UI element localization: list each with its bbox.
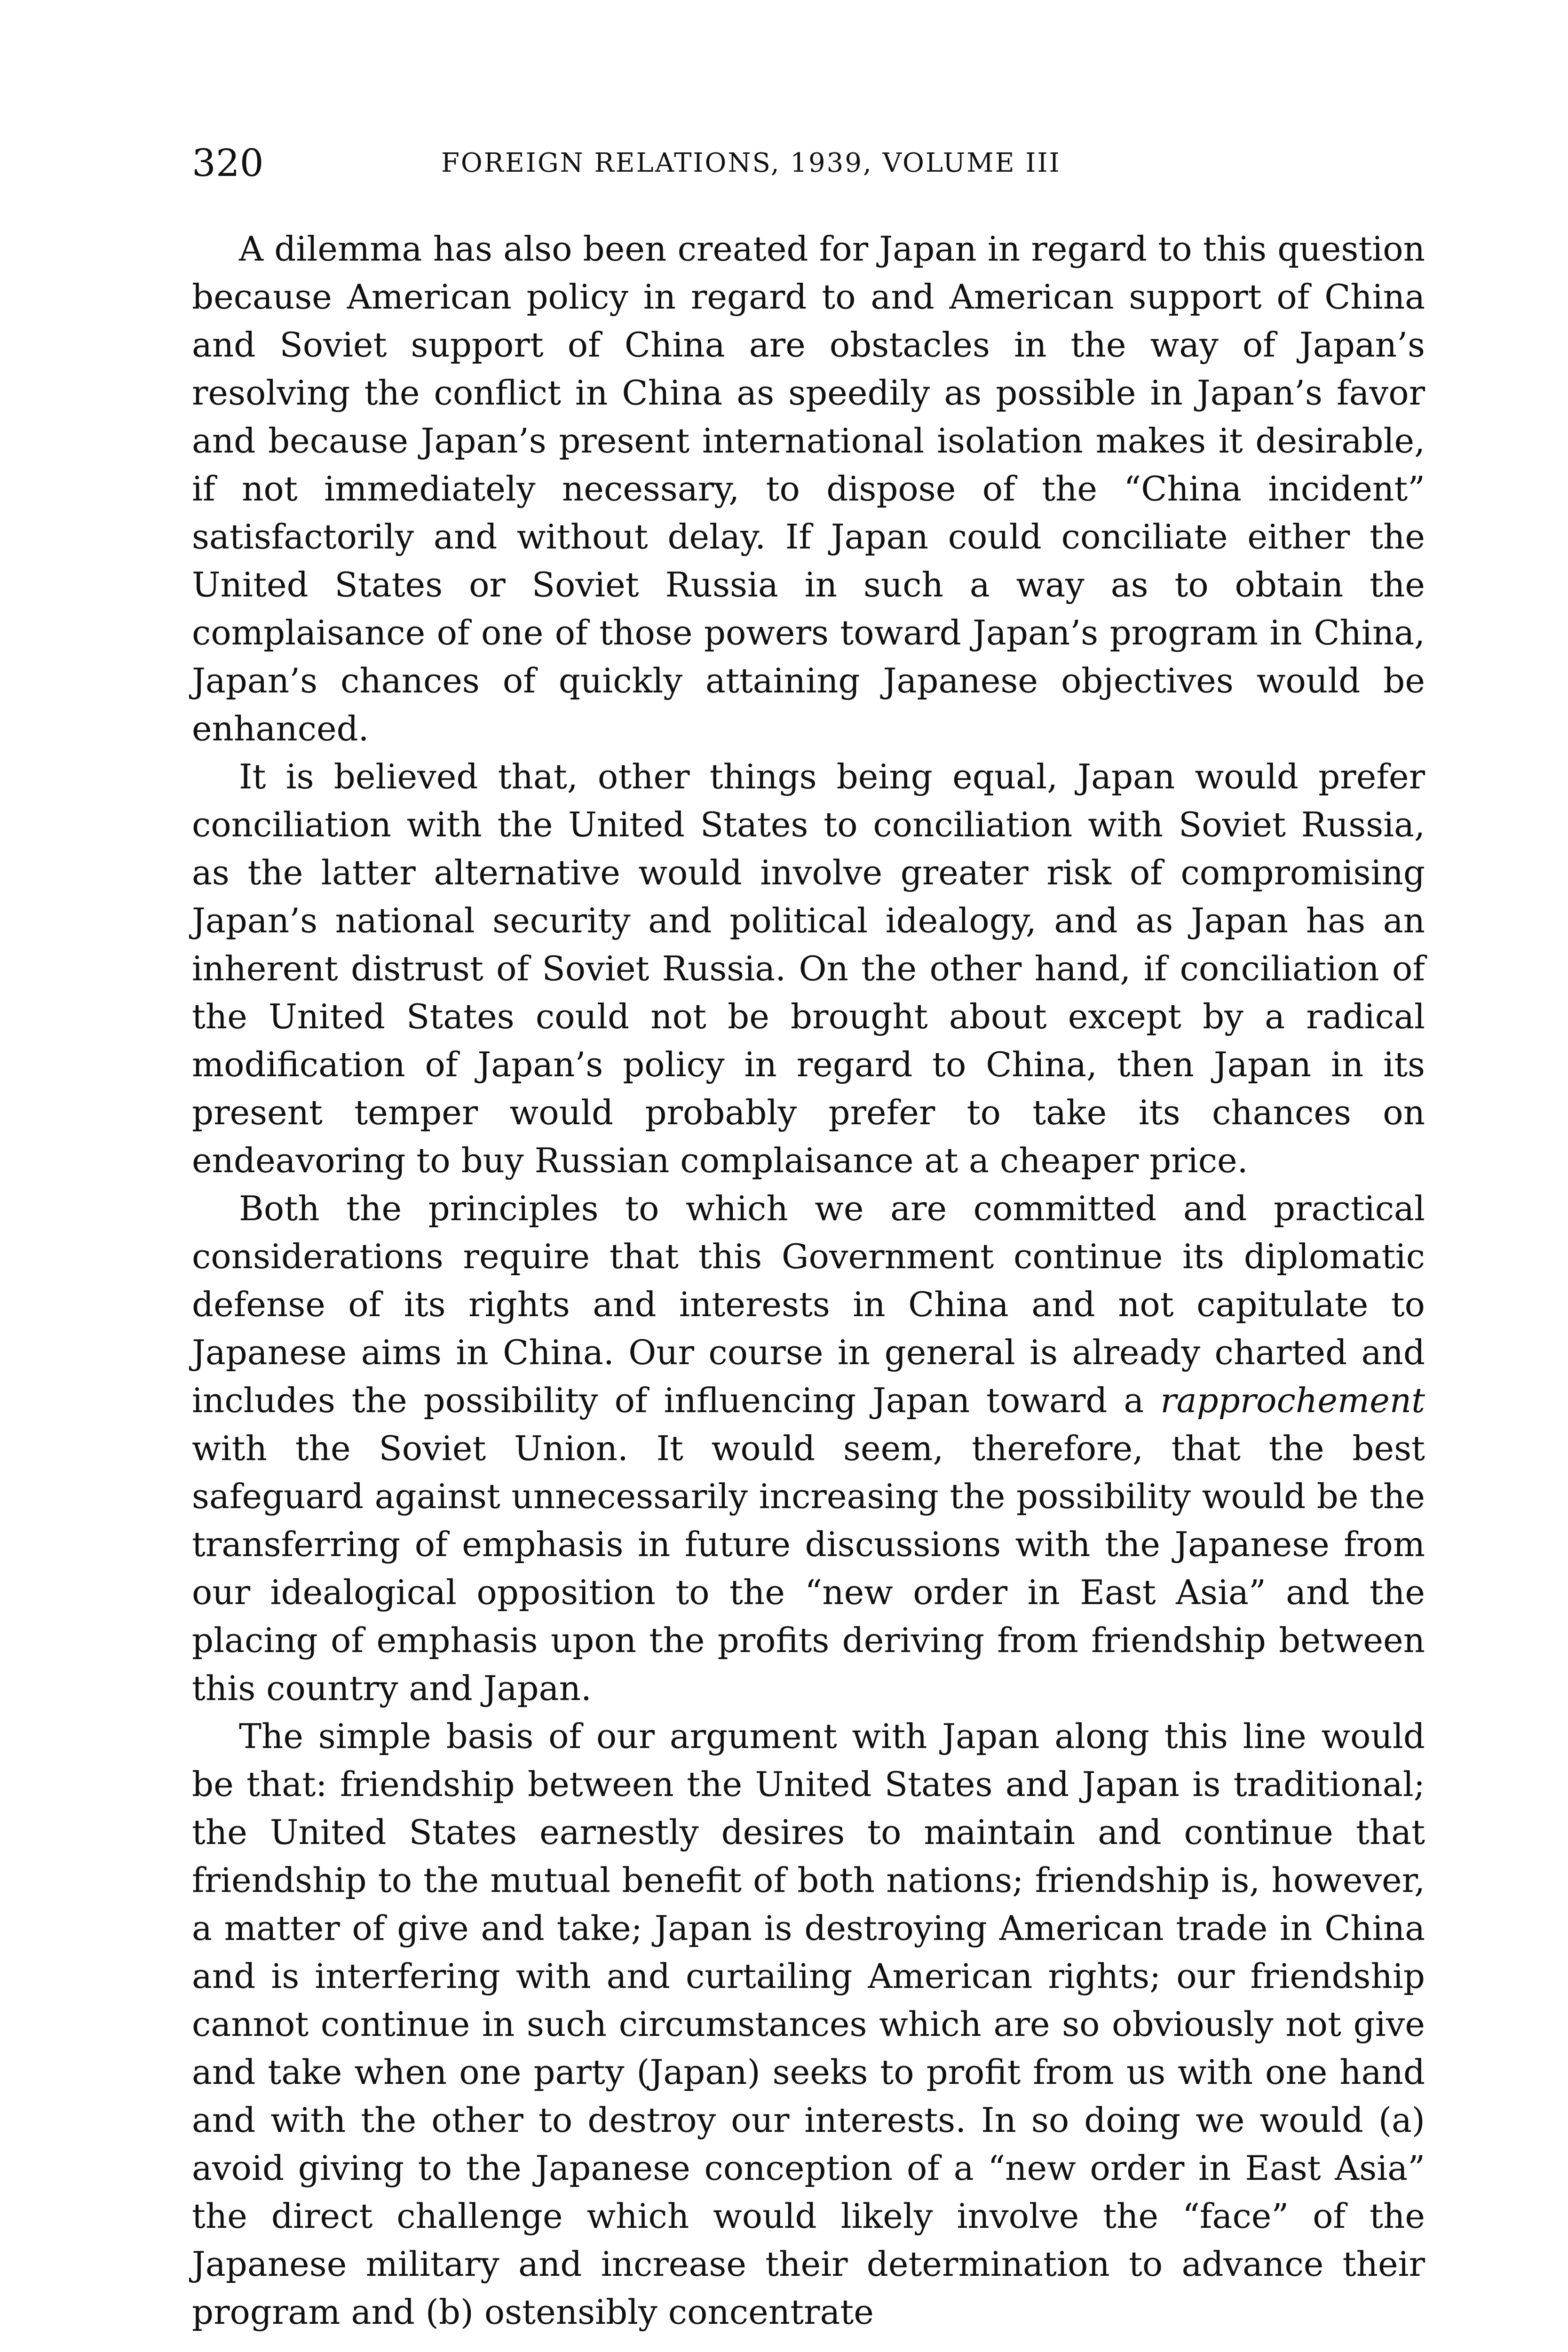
page-header [192, 137, 1425, 189]
paragraph-3 [192, 1184, 1425, 1712]
running-title: FOREIGN RELATIONS, 1939, VOLUME III [441, 148, 1061, 178]
paragraph-3-text-after: with the Soviet Union. It would seem, therefore, that the best safeguard against unnecessarily increasing the possibility would be the transferring of emphasis in future discussions with the Japanese from our idealogical opposition to the “new order in East Asia” and the placing of emphasis upon the profits deriving from friendship between this country and Japan. [192, 1429, 1425, 1708]
body-text [192, 225, 1425, 2336]
paragraph-1: A dilemma has also been created for Japan in regard to this question because American policy in regard to and American support of China and Soviet support of China are obstacles in the way of Japan’s resolving the conflict in China as speedily as possible in Japan’s favor and because Japan’s present international isolation makes it desirable, if not immediately necessary, to dispose of the “China incident” satisfactorily and without delay. If Japan could conciliate either the United States or Soviet Russia in such a way as to obtain the complaisance of one of those powers toward Japan’s program in China, Japan’s chances of quickly attaining Japanese objectives would be enhanced. [192, 229, 1425, 748]
paragraph-3-text-before: Both the principles to which we are committed and practical considerations require that this Government continue its diplomatic defense of its rights and interests in China and not capitulate to Japanese aims in China. Our course in general is already charted and includes the possibility of influencing Japan toward a [192, 1189, 1425, 1420]
paragraph-4: The simple basis of our argument with Japan along this line would be that: friendship between the United States and Japan is traditional; the United States earnestly desires to maintain and continue that friendship to the mutual benefit of both nations; friendship is, however, a matter of give and take; Japan is destroying American trade in China and is interfering with and curtailing American rights; our friendship cannot continue in such circumstances which are so obviously not give and take when one party (Japan) seeks to profit from us with one hand and with the other to destroy our interests. In so doing we would (a) avoid giving to the Japanese conception of a “new order in East Asia” the direct challenge which would likely involve the “face” of the Japanese military and increase their determination to advance their program and (b) ostensibly concentrate [192, 1716, 1425, 2332]
rapprochement-italic: rapprochement [1160, 1381, 1425, 1420]
paragraph-2: It is believed that, other things being equal, Japan would prefer conciliation with the United States to conciliation with Soviet Russia, as the latter alternative would involve greater risk of compromising Japan’s national security and political idealogy, and as Japan has an inherent distrust of Soviet Russia. On the other hand, if conciliation of the United States could not be brought about except by a radical modification of Japan’s policy in regard to China, then Japan in its present temper would probably prefer to take its chances on endeavoring to buy Russian complaisance at a cheaper price. [192, 757, 1425, 1180]
page-number: 320 [192, 141, 264, 185]
